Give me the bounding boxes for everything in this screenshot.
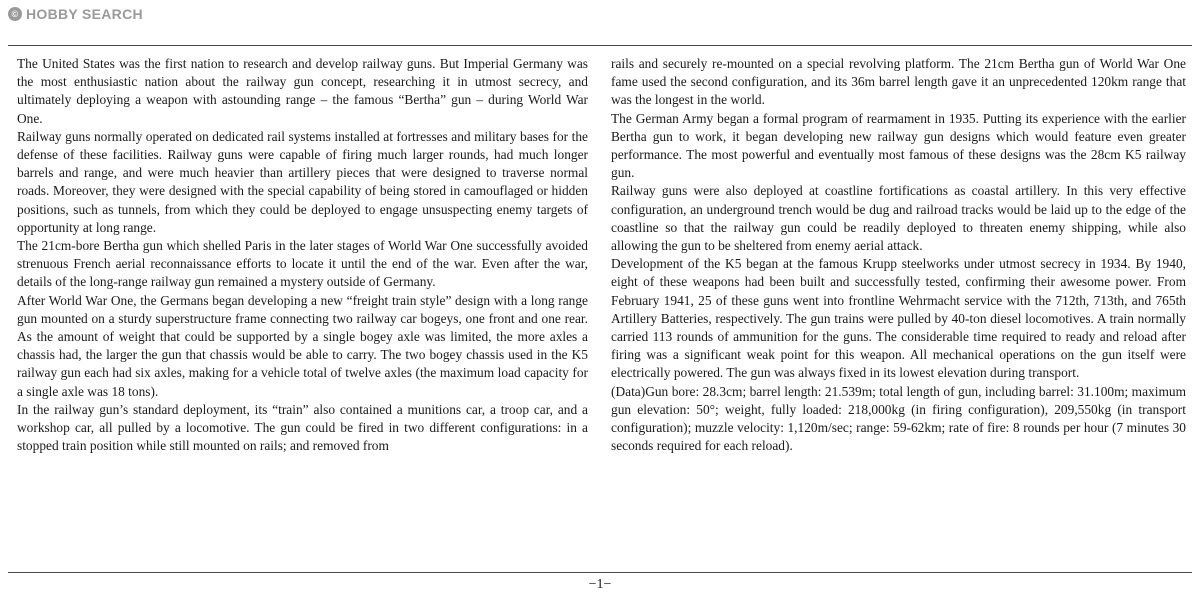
paragraph: Development of the K5 began at the famous Krupp steelworks under utmost secrecy in 1934. By 1940, eight of these weapons had been built and successfully tested, confirming their awesome power. From February 1941, 25 of these guns went into frontline Wehrmacht service with the 712th, 713th, and 765th Artillery Batteries, respectively. The gun trains were pulled by 40-ton diesel locomotives. A train normally carried 113 rounds of ammunition for the guns. The considerable time required to ready and reload after firing was a significant weak point for this weapon. All mechanical operations on the gun itself were electrically powered. The gun was always fixed in its lowest elevation during transport. xyxy=(611,256,1186,381)
right-text-column xyxy=(611,55,1186,455)
paragraph: The United States was the first nation to research and develop railway guns. But Imperial Germany was the most enthusiastic nation about the railway gun concept, researching it in utmost secrecy, and ultimately deploying a weapon with astounding range – the famous “Bertha” gun – during World War One. xyxy=(17,56,588,126)
paragraph: In the railway gun’s standard deployment, its “train” also contained a munitions car, a troop car, and a workshop car, all pulled by a locomotive. The gun could be fired in two different configurations: in a stopped train position while still mounted on rails; and removed from xyxy=(17,401,588,454)
bottom-divider xyxy=(8,572,1192,573)
data-specifications-paragraph: (Data)Gun bore: 28.3cm; barrel length: 21.539m; total length of gun, including barrel: 31.100m; maximum gun elevation: 50°; weight, fully loaded: 218,000kg (in firing configuration), 209,550kg (in transport configuration); muzzle velocity: 1,120m/sec; range: 59-62km; rate of fire: 8 rounds per hour (7 minutes 30 seconds required for each reload). xyxy=(611,383,1186,454)
paragraph: After World War One, the Germans began developing a new “freight train style” design with a long range gun mounted on a sturdy superstructure frame connecting two railway car bogeys, one front and one rear. As the amount of weight that could be supported by a single bogey axle was limited, the more axles a chassis had, the larger the gun that chassis would be able to carry. The two bogey chassis used in the K5 railway gun each had six axles, making for a vehicle total of twelve axles (the maximum load capacity for a single axle was 18 tons). xyxy=(17,292,588,399)
paragraph: Railway guns normally operated on dedicated rail systems installed at fortresses and military bases for the defense of these facilities. Railway guns were capable of firing much larger rounds, had much longer barrels and range, and were much heavier than artillery pieces that were designed to traverse normal roads. Moreover, they were designed with the special capability of being stored in camouflaged or hidden positions, such as tunnels, from which they could be deployed to engage unsuspecting enemy targets of opportunity at long range. xyxy=(17,128,588,235)
paragraph: The 21cm-bore Bertha gun which shelled Paris in the later stages of World War One successfully avoided strenuous French aerial reconnaissance efforts to locate it until the end of the war. Even after the war, details of the long-range railway gun remained a mystery outside of Germany. xyxy=(17,238,588,290)
hobby-search-watermark xyxy=(8,4,143,24)
top-divider xyxy=(8,45,1192,46)
left-text-column xyxy=(17,55,588,455)
paragraph: Railway guns were also deployed at coastline fortifications as coastal artillery. In this very effective configuration, an underground trench would be dug and railroad tracks would be laid up to the edge of the coastline so that the railway gun could be readily deployed to threaten enemy shipping, while also allowing the gun to be sheltered from enemy aerial attack. xyxy=(611,183,1186,254)
paragraph: The German Army began a formal program of rearmament in 1935. Putting its experience with the earlier Bertha gun to work, it began developing new railway gun designs which would feature even greater performance. The most powerful and eventually most famous of these designs was the 28cm K5 railway gun. xyxy=(611,110,1186,181)
paragraph: rails and securely re-mounted on a special revolving platform. The 21cm Bertha gun of World War One fame used the second configuration, and its 36m barrel length gave it an unprecedented 120km range that was the longest in the world. xyxy=(611,56,1186,108)
page-number: −1− xyxy=(588,577,612,592)
copyright-logo-icon: © xyxy=(8,7,22,21)
watermark-text: HOBBY SEARCH xyxy=(26,6,143,22)
